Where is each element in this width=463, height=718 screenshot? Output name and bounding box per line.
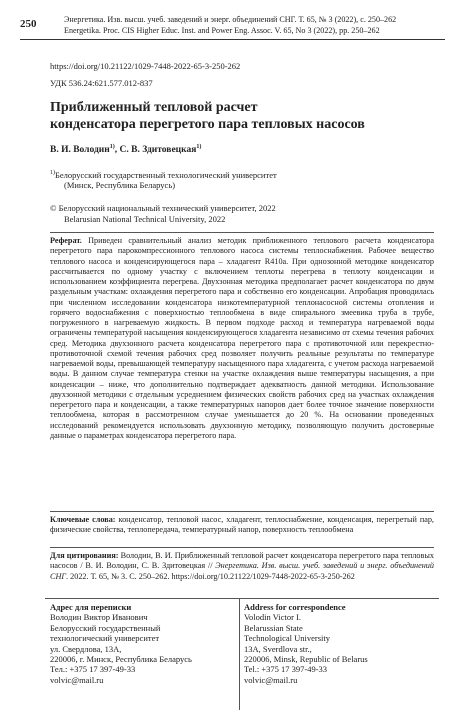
header-rule bbox=[20, 39, 445, 40]
running-header bbox=[20, 14, 445, 40]
keywords bbox=[50, 515, 434, 536]
address-ru-line: технологический университет bbox=[50, 633, 160, 644]
address-en-line: 13А, Sverdlova str., bbox=[244, 643, 312, 654]
address-en-line: 220006, Minsk, Republic of Belarus bbox=[244, 654, 368, 665]
author-2-affil-mark: 1) bbox=[196, 144, 202, 150]
address-en-line: Tel.: +375 17 397-49-33 bbox=[244, 664, 328, 675]
article-title bbox=[50, 99, 365, 133]
header-journal-en: Energetika. Proc. CIS Higher Educ. Inst. and Power Eng. Assoc. V. 65, No 3 (2022), pp. 250–262 bbox=[64, 26, 380, 35]
address-en-heading: Address for correspondence bbox=[244, 602, 346, 612]
keywords-text: конденсатор, тепловой насос, хладагент, теплоснабжение, конденсация, перегретый пар, физические свойства, теплопередача, температурный напор, поверхность теплообмена bbox=[50, 515, 434, 535]
affiliation-mark: 1) bbox=[50, 170, 55, 176]
abstract-text: Приведен сравнительный анализ методик приближенного теплового расчета конденсатора перегретого пара парокомпрессионного теплового насоса системы теплоснабжения. Рабочее вещество теплового насоса и конденсирующегося пара – хладагент R410a. При однозонной методике конденсатор рассчитывается по одному участку с включением теплоты перегрева в теплоту конденсации и использованием коэффициента перегрева. Двухзонная методика предполагает расчет конденсатора по двум раздельным участкам: охлаждения перегретого пара и собственно его конденсации. Апробация проводилась при численном исследовании конденсатора низкотемпературной теплонасосной системы отопления и горячего водоснабжения с поверхностью теплообмена в виде спирального змеевика труба в трубе, погруженного в нагреваемую жидкость. В первом подходе расход и температура нагреваемой воды ограничены температурой насыщения конденсирующегося хладагента независимо от схемы течения рабочих сред. Методика двухзонного расчета конденсатора перегретого пара с противоточной или перекрестно-противоточной схемой течения рабочих сред позволяет получить реальные результаты по температуре нагреваемой воды, превышающей температуру насыщенного пара хладагента, с учетом расхода нагреваемой воды. В данном случае температура стенки на участке охлаждения выше температуры насыщения, а при конденсации – ниже, что дополнительно подтверждает адекватность данной методики. Использование двухзонной методики с отдельным усреднением физических свойств рабочих сред на участках охлаждения перегретого пара и конденсации, а также температурных напоров дает более точное значение поверхности теплообмена, которая в рассмотренном случае уменьшается до 20 %. На основании проведенных исследований рекомендуется использовать двухзонную методику, позволяющую получить достоверные данные о параметрах конденсатора перегретого пара. bbox=[50, 236, 434, 440]
address-column-divider bbox=[239, 598, 240, 710]
citation-label: Для цитирования: bbox=[50, 551, 119, 560]
address-en bbox=[244, 602, 368, 685]
address-en-line: Volodin Victor I. bbox=[244, 612, 302, 623]
address-en-line: Technological University bbox=[244, 633, 331, 644]
author-2: С. В. Здитовецкая bbox=[119, 145, 197, 156]
address-ru-line: Белорусский государственный bbox=[50, 622, 161, 633]
abstract bbox=[50, 236, 434, 441]
address-ru-heading: Адрес для переписки bbox=[50, 602, 132, 612]
affiliation-line-2: (Минск, Республика Беларусь) bbox=[64, 180, 176, 191]
author-1-affil-mark: 1) bbox=[109, 144, 115, 150]
copyright-line-1: © Белорусский национальный технический университет, 2022 bbox=[50, 203, 276, 213]
keywords-label: Ключевые слова: bbox=[50, 515, 116, 524]
page-number: 250 bbox=[20, 18, 37, 30]
divider-citation bbox=[50, 547, 434, 548]
authors bbox=[50, 144, 201, 155]
doi-link[interactable]: https://doi.org/10.21122/1029-7448-2022-65-3-250-262 bbox=[50, 61, 241, 71]
address-ru-line: Володин Виктор Иванович bbox=[50, 612, 148, 623]
citation-tail: . 2022. Т. 65, № 3. С. 250–262. https://doi.org/10.21122/1029-7448-2022-65-3-250-262 bbox=[66, 571, 355, 581]
affiliation bbox=[50, 168, 277, 191]
divider-keywords bbox=[50, 511, 434, 512]
divider-address bbox=[45, 598, 439, 599]
address-ru bbox=[50, 602, 192, 685]
email-link[interactable]: volvic@mail.ru bbox=[50, 674, 104, 685]
address-en-line: Belarussian State bbox=[244, 622, 303, 633]
author-separator: , bbox=[114, 145, 120, 156]
copyright-line-2: Belarusian National Technical University, 2022 bbox=[64, 213, 226, 224]
author-1: В. И. Володин bbox=[50, 145, 110, 156]
abstract-label: Реферат. bbox=[50, 236, 82, 245]
citation bbox=[50, 551, 434, 582]
citation-text: Володин, В. И. Приближенный тепловой расчет конденсатора перегретого пара тепловых насосов / В. И. Володин, С. В. Здитовецкая // bbox=[50, 551, 434, 571]
address-ru-line: 220006, г. Минск, Республика Беларусь bbox=[50, 654, 192, 665]
copyright bbox=[50, 203, 276, 224]
divider-abstract bbox=[50, 232, 434, 233]
address-ru-line: ул. Свердлова, 13А, bbox=[50, 643, 122, 654]
header-journal-ru: Энергетика. Изв. высш. учеб. заведений и энерг. объединений СНГ. Т. 65, № 3 (2022), с. 250–262 bbox=[64, 15, 397, 24]
title-line-2: конденсатора перегретого пара тепловых насосов bbox=[50, 117, 365, 132]
udc-code: УДК 536.24:621.577.012-837 bbox=[50, 78, 153, 88]
address-ru-line: Тел.: +375 17 397-49-33 bbox=[50, 664, 136, 675]
email-link[interactable]: volvic@mail.ru bbox=[244, 674, 298, 685]
title-line-1: Приближенный тепловой расчет bbox=[50, 100, 258, 115]
citation-journal: Энергетика. Изв. высш. учеб. заведений и энерг. объединений СНГ bbox=[50, 561, 434, 581]
affiliation-line-1: Белорусский государственный технологический университет bbox=[55, 169, 277, 180]
